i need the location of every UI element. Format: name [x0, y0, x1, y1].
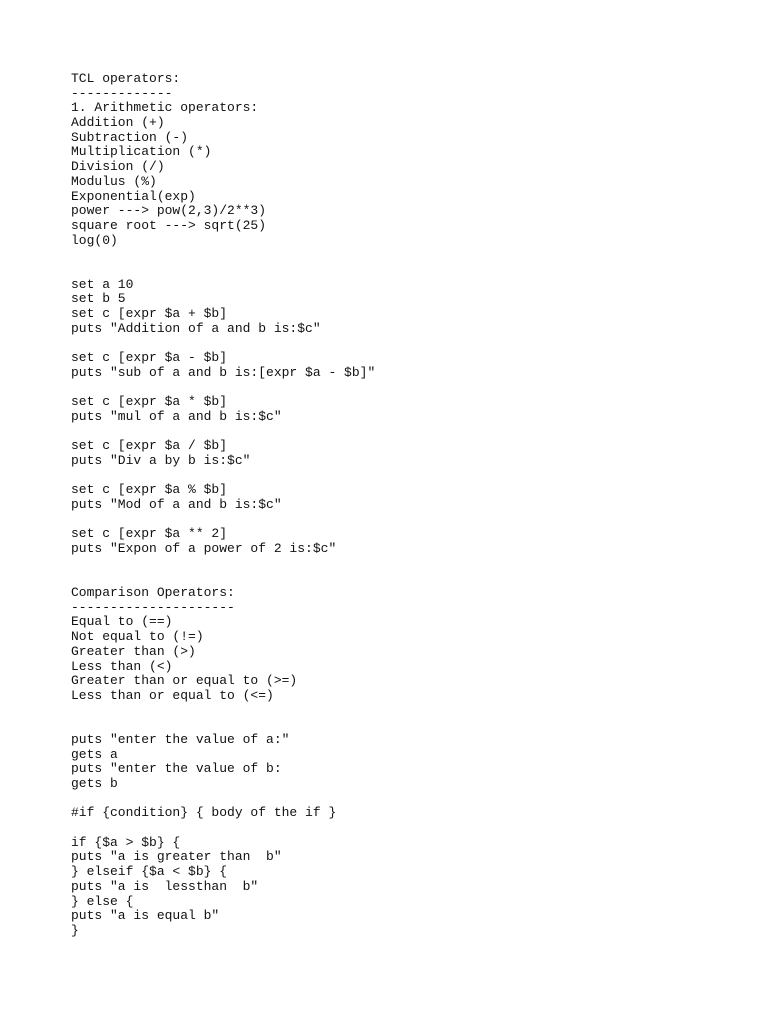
operator-line: Exponential(exp) — [71, 188, 196, 204]
code-line: } — [71, 922, 79, 938]
operator-line: Not equal to (!=) — [71, 629, 204, 645]
code-line: puts "Div a by b is:$c" — [71, 452, 251, 468]
spacer — [71, 380, 751, 395]
code-line: set c [expr $a * $b] — [71, 394, 228, 410]
operator-line: Multiplication (*) — [71, 144, 212, 160]
code-line: set c [expr $a ** 2] — [71, 526, 228, 542]
document-heading: TCL operators: — [71, 71, 181, 86]
code-line: puts "a is equal b" — [71, 908, 220, 924]
operator-line: Equal to (==) — [71, 614, 173, 630]
operator-line: log(0) — [71, 232, 118, 248]
code-line: } elseif {$a < $b} { — [71, 864, 228, 880]
spacer — [71, 557, 751, 586]
code-line: puts "enter the value of b: — [71, 761, 282, 777]
spacer — [71, 821, 751, 836]
code-line: if {$a > $b} { — [71, 834, 181, 850]
code-line: gets b — [71, 776, 118, 792]
operator-line: Greater than or equal to (>=) — [71, 673, 298, 689]
spacer — [71, 704, 751, 733]
code-line: puts "a is greater than b" — [71, 849, 282, 865]
code-line: set b 5 — [71, 291, 126, 307]
comparison-rule: --------------------- — [71, 599, 235, 615]
code-line: set a 10 — [71, 276, 134, 292]
operator-line: Subtraction (-) — [71, 129, 189, 145]
document-page — [71, 72, 751, 939]
arithmetic-section-title: 1. Arithmetic operators: — [71, 100, 259, 116]
code-line: gets a — [71, 746, 118, 762]
spacer — [71, 469, 751, 484]
operator-line: Addition (+) — [71, 115, 165, 131]
operator-line: Division (/) — [71, 159, 165, 175]
heading-rule: ------------- — [71, 85, 173, 101]
comment-line: #if {condition} { body of the if } — [71, 805, 337, 821]
code-line: puts "enter the value of a:" — [71, 731, 290, 747]
code-line: puts "sub of a and b is:[expr $a - $b]" — [71, 364, 376, 380]
spacer — [71, 336, 751, 351]
code-line: puts "Mod of a and b is:$c" — [71, 496, 282, 512]
spacer — [71, 425, 751, 440]
code-line: puts "Expon of a power of 2 is:$c" — [71, 541, 337, 557]
spacer — [71, 248, 751, 277]
comparison-heading: Comparison Operators: — [71, 585, 235, 601]
spacer — [71, 792, 751, 807]
code-line: } else { — [71, 893, 134, 909]
code-line: set c [expr $a + $b] — [71, 306, 228, 322]
code-line: set c [expr $a / $b] — [71, 438, 228, 454]
operator-line: Greater than (>) — [71, 643, 196, 659]
operator-line: power ---> pow(2,3)/2**3) — [71, 203, 267, 219]
code-line: set c [expr $a % $b] — [71, 482, 228, 498]
spacer — [71, 513, 751, 528]
operator-line: Less than (<) — [71, 658, 173, 674]
operator-line: square root ---> sqrt(25) — [71, 217, 267, 233]
operator-line: Less than or equal to (<=) — [71, 687, 274, 703]
operator-line: Modulus (%) — [71, 173, 157, 189]
code-line: puts "Addition of a and b is:$c" — [71, 320, 321, 336]
code-line: set c [expr $a - $b] — [71, 350, 228, 366]
code-line: puts "mul of a and b is:$c" — [71, 408, 282, 424]
code-line: puts "a is lessthan b" — [71, 878, 259, 894]
